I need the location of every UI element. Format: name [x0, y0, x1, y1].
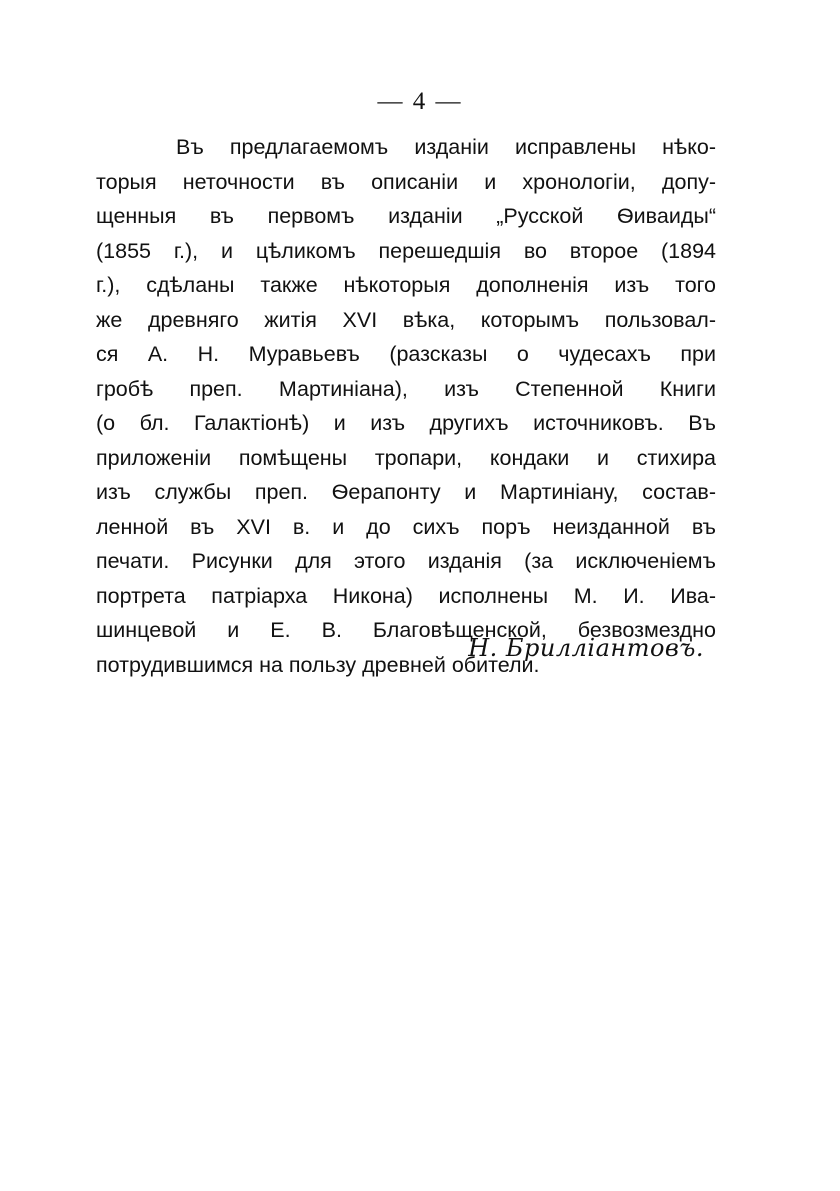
text-line: печати. Рисунки для этого изданія (за исключеніемъ: [96, 549, 716, 573]
text-line: ся А. Н. Муравьевъ (разсказы о чудесахъ при: [96, 342, 716, 366]
text-line: г.), сдѣланы также нѣкоторыя дополненія изъ того: [96, 273, 716, 297]
text-line: портрета патріарха Никона) исполнены М. И. Ива-: [96, 583, 716, 608]
text-line: приложеніи помѣщены тропари, кондаки и стихира: [96, 445, 716, 470]
text-line: торыя неточности въ описаніи и хронологіи, допу-: [96, 169, 716, 194]
text-line: же древняго житія XVI вѣка, которымъ пользовал-: [96, 307, 716, 332]
text-line: ленной въ XVI в. и до сихъ поръ неизданной въ: [96, 514, 716, 539]
text-line: (1855 г.), и цѣликомъ перешедшія во второе (1894: [96, 238, 716, 263]
preface-text: [96, 130, 716, 682]
text-line: гробѣ преп. Мартиніана), изъ Степенной Книги: [96, 376, 716, 401]
text-line: шинцевой и Е. В. Благовѣщенской, безвозмездно: [96, 618, 716, 642]
text-line: потрудившимся на пользу древней обители.: [96, 652, 540, 677]
author-signature: Н. Бриллiантовъ.: [468, 634, 704, 662]
text-line: изъ службы преп. Ѳерапонту и Мартиніану, состав-: [96, 480, 716, 504]
page-number: — 4 —: [377, 88, 463, 115]
text-line: Въ предлагаемомъ изданіи исправлены нѣко-: [176, 135, 716, 159]
text-line: (о бл. Галактіонѣ) и изъ другихъ источниковъ. Въ: [96, 411, 716, 435]
text-line: щенныя въ первомъ изданіи „Русской Ѳиваиды“: [96, 204, 716, 228]
